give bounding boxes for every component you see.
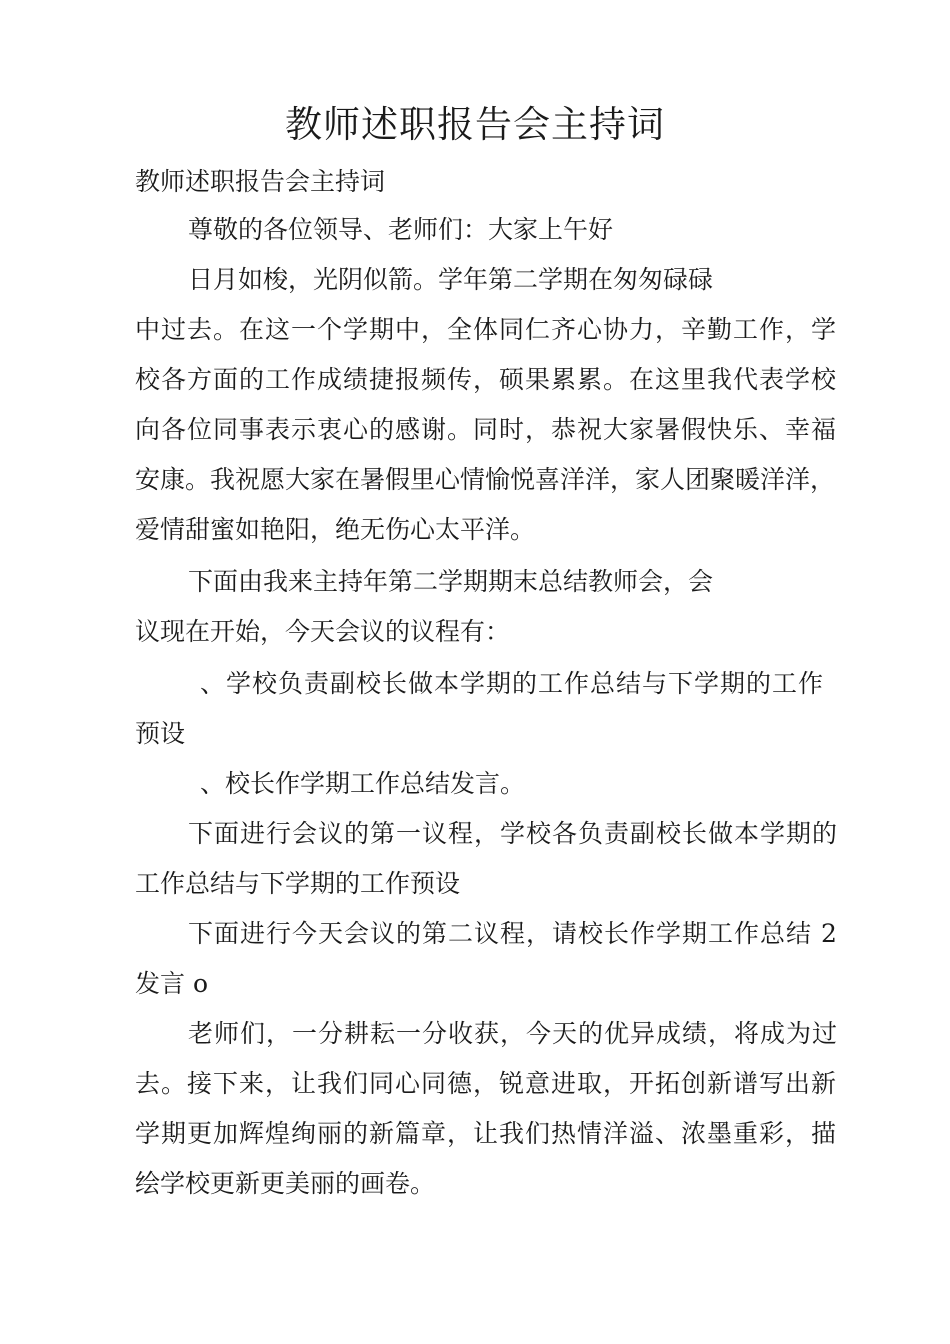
- text-line: 下面进行今天会议的第二议程，请校长作学期工作总结 2: [188, 919, 838, 948]
- document-title: 教师述职报告会主持词: [285, 103, 665, 146]
- text-line: 下面由我来主持年第二学期期末总结教师会，会: [188, 567, 714, 596]
- text-line: 日月如梭，光阴似箭。学年第二学期在匆匆碌碌: [188, 265, 714, 294]
- text-line: 学期更加辉煌绚丽的新篇章，让我们热情洋溢、浓墨重彩，描: [135, 1119, 838, 1148]
- text-line: 安康。我祝愿大家在暑假里心情愉悦喜洋洋，家人团聚暖洋洋，: [135, 465, 836, 494]
- text-line: 议现在开始，今天会议的议程有：: [135, 617, 511, 646]
- text-line: 尊敬的各位领导、老师们：大家上午好: [188, 215, 614, 244]
- text-line: 向各位同事表示衷心的感谢。同时，恭祝大家暑假快乐、幸福: [135, 415, 838, 444]
- text-line: 校各方面的工作成绩捷报频传，硕果累累。在这里我代表学校: [135, 365, 838, 394]
- agenda-item: 、校长作学期工作总结发言。: [200, 769, 526, 798]
- text-line: 发言 o: [135, 969, 208, 998]
- text-line: 下面进行会议的第一议程，学校各负责副校长做本学期的: [188, 819, 839, 848]
- text-line: 预设: [135, 719, 186, 748]
- text-line: 工作总结与下学期的工作预设: [135, 869, 461, 898]
- text-line: 去。接下来，让我们同心同德，锐意进取，开拓创新谱写出新: [135, 1069, 838, 1098]
- document-subtitle: 教师述职报告会主持词: [135, 167, 386, 196]
- text-line: 爱情甜蜜如艳阳，绝无伤心太平洋。: [135, 515, 536, 544]
- text-line: 绘学校更新更美丽的画卷。: [135, 1169, 436, 1198]
- text-line: 老师们，一分耕耘一分收获，今天的优异成绩，将成为过: [188, 1019, 839, 1048]
- text-line: 中过去。在这一个学期中，全体同仁齐心协力，辛勤工作，学: [135, 315, 838, 344]
- agenda-item: 、学校负责副校长做本学期的工作总结与下学期的工作: [200, 669, 825, 698]
